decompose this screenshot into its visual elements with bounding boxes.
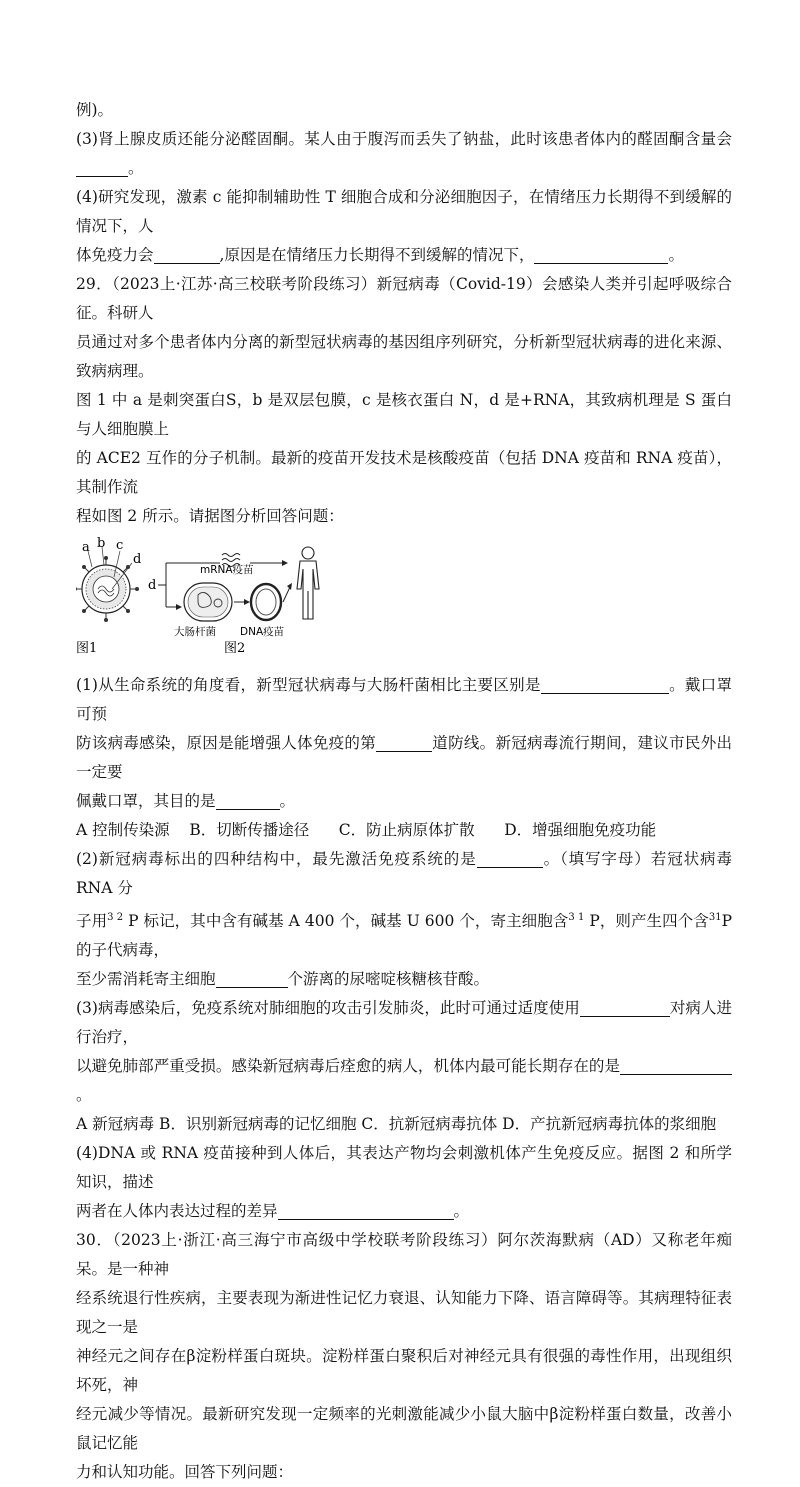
text: 经元减少等情况。最新研究发现一定频率的光刺激能减少小鼠大脑中β淀粉样蛋白数量，改善小鼠记忆能 — [76, 1405, 732, 1452]
dna-vaccine-label: DNA疫苗 — [240, 626, 285, 638]
label-a: a — [82, 540, 90, 555]
question-29-stem — [76, 386, 732, 444]
text: A 新冠病毒 B．识别新冠病毒的记忆细胞 C．抗新冠病毒抗体 D．产抗新冠病毒抗体的浆细胞 — [76, 1115, 717, 1133]
text: 。（填写字母）若冠状病毒 RNA 分 — [76, 850, 732, 897]
text: 例)。 — [76, 101, 114, 119]
dna-ring-icon — [251, 584, 281, 620]
text: 防该病毒感染，原因是能增强人体免疫的第 — [76, 734, 376, 752]
text: 。 — [453, 1202, 470, 1220]
question-30-stem — [76, 1284, 732, 1342]
superscript: 3 1 — [568, 912, 585, 923]
text: 29．（2023上·江苏·高三校联考阶段练习）新冠病毒（Covid-19）会感染人类并引起呼吸综合征。科研人 — [76, 275, 732, 322]
answer-blank[interactable] — [278, 1201, 454, 1220]
question-30-stem — [76, 1458, 732, 1487]
text: 佩戴口罩，其目的是 — [76, 792, 216, 810]
text: 经系统退行性疾病，主要表现为渐进性记忆力衰退、认知能力下降、语言障碍等。其病理特征表现之一是 — [76, 1289, 732, 1336]
answer-blank[interactable] — [216, 969, 288, 988]
subquestion-1-cont — [76, 787, 732, 816]
virus-diagram — [76, 537, 141, 622]
text: 神经元之间存在β淀粉样蛋白斑块。淀粉样蛋白聚积后对神经元具有很强的毒性作用，出现组织坏死，神 — [76, 1347, 732, 1394]
text: 图 1 中 a 是刺突蛋白S，b 是双层包膜，c 是核衣蛋白 N，d 是+RNA，其致病机理是 S 蛋白与人细胞膜上 — [76, 391, 732, 438]
text: (3)病毒感染后，免疫系统对肺细胞的攻击引发肺炎，此时可通过适度使用 — [76, 999, 580, 1017]
subquestion-2 — [76, 845, 732, 903]
figure-2-caption: 图2 — [224, 641, 246, 656]
figure-svg — [76, 537, 336, 657]
vaccine-flow-diagram — [148, 547, 319, 638]
human-figure-icon — [297, 547, 319, 619]
label-d-fig2: d — [148, 578, 157, 593]
text: 体免疫力会 — [76, 246, 154, 264]
text: (2)新冠病毒标出的四种结构中，最先激活免疫系统的是 — [76, 850, 477, 868]
question-28-3 — [76, 125, 732, 183]
question-29-stem — [76, 502, 732, 531]
text: 至少需消耗寄主细胞 — [76, 970, 216, 988]
figure-virus-vaccine — [76, 537, 732, 657]
text: P，则产生四个含 — [584, 912, 709, 930]
subquestion-2-cont — [76, 965, 732, 994]
text: (4)DNA 或 RNA 疫苗接种到人体后，其表达产物均会刺激机体产生免疫反应。据图 2 和所学知识，描述 — [76, 1144, 732, 1191]
text: 两者在人体内表达过程的差异 — [76, 1202, 278, 1220]
answer-blank[interactable] — [154, 245, 220, 264]
text: 。 — [279, 792, 296, 810]
subquestion-4-cont — [76, 1197, 732, 1226]
ecoli-label: 大肠杆菌 — [174, 626, 216, 638]
text: 道防线。新冠病毒流行期间，建议市民外出一定要 — [76, 734, 732, 781]
text: 的 ACE2 互作的分子机制。最新的疫苗开发技术是核酸疫苗（包括 DNA 疫苗和 RNA 疫苗），其制作流 — [76, 449, 732, 496]
answer-blank[interactable] — [216, 791, 280, 810]
question-30-stem — [76, 1226, 732, 1284]
text: (4)研究发现，激素 c 能抑制辅助性 T 细胞合成和分泌细胞因子，在情绪压力长期得不到缓解的情况下，人 — [76, 188, 732, 235]
text: 以避免肺部严重受损。感染新冠病毒后痊愈的病人，机体内最可能长期存在的是 — [76, 1057, 620, 1075]
answer-blank[interactable] — [541, 675, 669, 694]
text: 对病人进行治疗， — [76, 999, 732, 1046]
label-d: d — [133, 552, 142, 567]
question-28-4 — [76, 183, 732, 241]
text: 。 — [128, 159, 144, 177]
label-b: b — [97, 537, 106, 551]
text: P 的子代病毒， — [76, 912, 733, 959]
subquestion-1-cont — [76, 729, 732, 787]
question-29-stem — [76, 328, 732, 386]
question-30-stem — [76, 1400, 732, 1458]
answer-blank[interactable] — [534, 245, 668, 264]
subquestion-3-options — [76, 1110, 732, 1139]
question-29-stem — [76, 270, 732, 328]
text: 子用 — [76, 912, 108, 930]
text: 。 — [76, 1086, 92, 1104]
answer-blank[interactable] — [376, 733, 432, 752]
question-30-stem — [76, 1342, 732, 1400]
text: (1)从生命系统的角度看，新型冠状病毒与大肠杆菌相比主要区别是 — [76, 676, 541, 694]
answer-blank[interactable] — [477, 849, 543, 868]
text: P 标记，其中含有碱基 A 400 个，碱基 U 600 个，寄主细胞含 — [123, 912, 569, 930]
label-c: c — [116, 538, 124, 553]
text: A 控制传染源 B．切断传播途径 C．防止病原体扩散 D．增强细胞免疫功能 — [76, 821, 657, 839]
text: 个游离的尿嘧啶核糖核苷酸。 — [287, 970, 490, 988]
question-28-4-cont — [76, 241, 732, 270]
subquestion-2-cont — [76, 903, 732, 965]
mrna-vaccine-label: mRNA疫苗 — [200, 564, 254, 576]
superscript: 31 — [708, 912, 722, 923]
text-line — [76, 96, 732, 125]
text: 力和认知功能。回答下列问题： — [76, 1463, 294, 1481]
subquestion-4 — [76, 1139, 732, 1197]
bacterium-icon — [184, 583, 232, 621]
question-29-stem — [76, 444, 732, 502]
subquestion-3 — [76, 994, 732, 1052]
text: ,原因是在情绪压力长期得不到缓解的情况下， — [219, 246, 535, 264]
subquestion-3-cont — [76, 1052, 732, 1110]
text: 程如图 2 所示。请据图分析回答问题： — [76, 507, 344, 525]
text: 。戴口罩可预 — [76, 676, 732, 723]
text: 员通过对多个患者体内分离的新型冠状病毒的基因组序列研究，分析新型冠状病毒的进化来源、致病病理。 — [76, 333, 732, 380]
document-page — [76, 0, 732, 1487]
subquestion-1-options — [76, 816, 732, 845]
subquestion-1 — [76, 671, 732, 729]
text: 。 — [668, 246, 684, 264]
answer-blank[interactable] — [76, 158, 128, 177]
answer-blank[interactable] — [580, 998, 670, 1017]
text: (3)肾上腺皮质还能分泌醛固酮。某人由于腹泻而丢失了钠盐，此时该患者体内的醛固酮含量会 — [76, 130, 732, 148]
text: 30．（2023上·浙江·高三海宁市高级中学校联考阶段练习）阿尔茨海默病（AD）又称老年痴呆。是一种神 — [76, 1231, 732, 1278]
answer-blank[interactable] — [620, 1056, 732, 1075]
figure-1-caption: 图1 — [76, 641, 98, 656]
superscript: 3 2 — [107, 912, 124, 923]
